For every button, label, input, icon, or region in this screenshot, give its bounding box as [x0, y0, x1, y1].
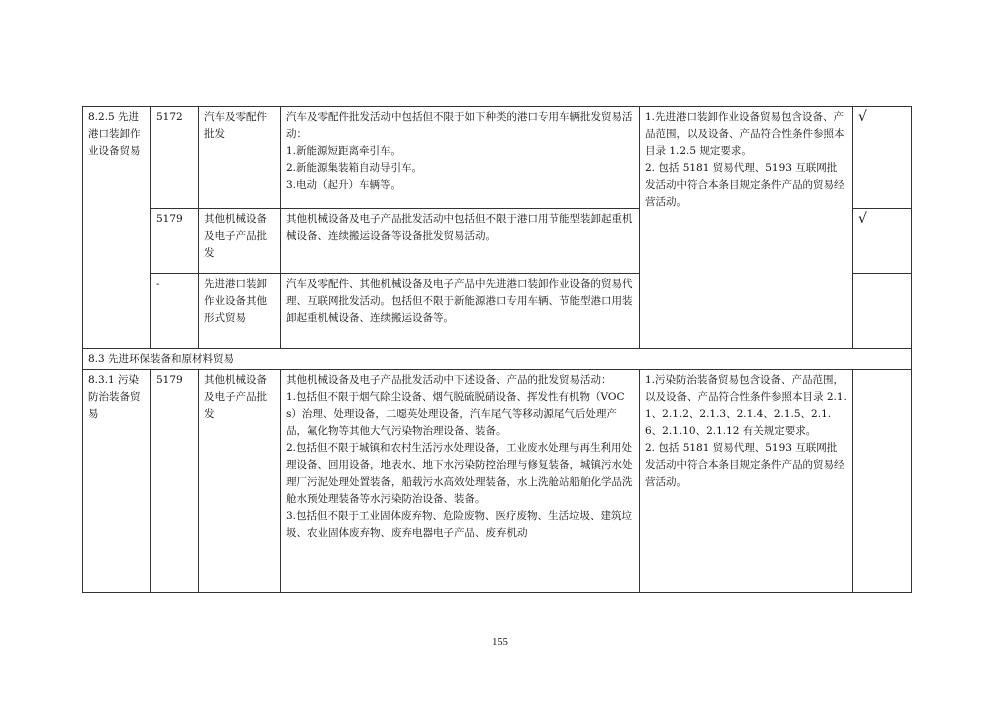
check-mark: [853, 370, 912, 593]
code-cell: -: [151, 274, 199, 349]
check-mark: √: [853, 107, 912, 209]
notes-cell: [640, 370, 853, 593]
section-heading: 8.3 先进环保装备和原材料贸易: [83, 349, 912, 370]
description-line: 3.电动（起升）车辆等。: [286, 179, 402, 191]
description-line: 1.包括但不限于烟气除尘设备、烟气脱硫脱硝设备、挥发性有机物（VOCs）治理、处理设备，二噁英处理设备，汽车尾气等移动源尾气后处理产品，氟化物等其他大气污染物治理设备、装备。: [286, 391, 625, 437]
page-number: 155: [492, 637, 508, 648]
note-line: 1.先进港口装卸作业设备贸易包含设备、产品范围，以及设备、产品符合性条件参照本目录 1.2.5 规定要求。: [645, 111, 845, 157]
description-line: 1.新能源短距离牵引车。: [286, 145, 402, 157]
catalog-table: [82, 106, 912, 593]
category-cell: 8.2.5 先进港口装卸作业设备贸易: [83, 107, 151, 349]
description-cell: [281, 370, 640, 593]
note-line: 1.污染防治装备贸易包含设备、产品范围，以及设备、产品符合性条件参照本目录 2.1.1、2.1.2、2.1.3、2.1.4、2.1.5、2.1.6、2.1.10、2.1.12 有关规定要求。: [645, 374, 847, 437]
description-line: 2.新能源集装箱自动导引车。: [286, 162, 423, 174]
description-line: 其他机械设备及电子产品批发活动中下述设备、产品的批发贸易活动：: [286, 374, 612, 386]
name-cell: 先进港口装卸作业设备其他形式贸易: [199, 274, 281, 349]
code-cell: 5179: [151, 209, 199, 274]
name-cell: 其他机械设备及电子产品批发: [199, 209, 281, 274]
name-cell: 其他机械设备及电子产品批发: [199, 370, 281, 593]
check-mark: √: [853, 209, 912, 274]
code-cell: 5172: [151, 107, 199, 209]
notes-cell: [640, 107, 853, 349]
note-line: 2. 包括 5181 贸易代理、5193 互联网批发活动中符合本条目规定条件产品的贸易经营活动。: [645, 442, 845, 488]
table-row: [83, 370, 912, 593]
description-line: 3.包括但不限于工业固体废弃物、危险废物、医疗废物、生活垃圾、建筑垃圾、农业固体废弃物、废弃电器电子产品、废弃机动: [286, 510, 633, 539]
note-line: 2. 包括 5181 贸易代理、5193 互联网批发活动中符合本条目规定条件产品的贸易经营活动。: [645, 162, 845, 208]
table-row: [83, 107, 912, 209]
name-cell: 汽车及零配件批发: [199, 107, 281, 209]
category-cell: 8.3.1 污染防治装备贸易: [83, 370, 151, 593]
check-mark: [853, 274, 912, 349]
description-cell: 汽车及零配件、其他机械设备及电子产品中先进港口装卸作业设备的贸易代理、互联网批发活动。包括但不限于新能源港口专用车辆、节能型港口用装卸起重机械设备、连续搬运设备等。: [281, 274, 640, 349]
code-cell: 5179: [151, 370, 199, 593]
description-line: 汽车及零配件批发活动中包括但不限于如下种类的港口专用车辆批发贸易活动：: [286, 111, 633, 140]
description-cell: [281, 107, 640, 209]
description-cell: 其他机械设备及电子产品批发活动中包括但不限于港口用节能型装卸起重机械设备、连续搬运设备等设备批发贸易活动。: [281, 209, 640, 274]
section-row: [83, 349, 912, 370]
description-line: 2.包括但不限于城镇和农村生活污水处理设备，工业废水处理与再生利用处理设备、回用设备，地表水、地下水污染防控治理与修复装备，城镇污水处理厂污泥处理处置装备，船载污水高效处理装备，水上洗舱站船舶化学品洗舱水预处理装备等水污染防治设备、装备。: [286, 442, 633, 505]
